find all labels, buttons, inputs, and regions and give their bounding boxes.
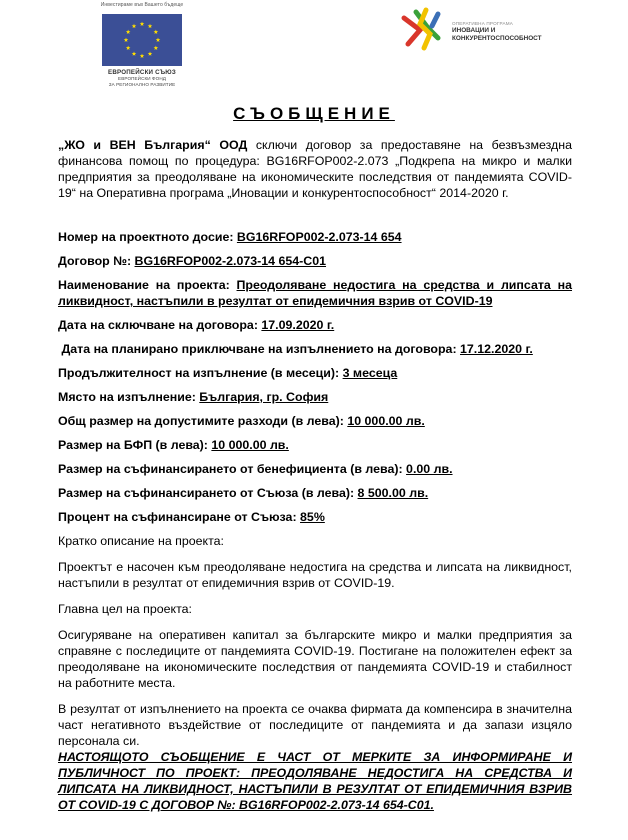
field-value: 17.12.2020 г. <box>460 342 533 356</box>
intro-paragraph <box>58 137 572 201</box>
field-value: 8 500.00 лв. <box>357 486 429 500</box>
field-value: 85% <box>300 510 325 524</box>
field-eu-cofin <box>58 485 572 501</box>
field-project-name <box>58 277 572 309</box>
short-desc: Проектът е насочен към преодоляване недостига на средства и липсата на ликвидност, настъпили в резултат от епидемичния взрив от COVID-19. <box>58 560 572 590</box>
field-location <box>58 389 572 405</box>
intro-text: сключи договор за предоставяне на безвъзмездна финансова помощ по процедура: BG16RFOP002-2.073 „Подкрепа на микро и малки предприятия за преодоляване на икономическите последствия от пандемията COVID-19“ на Оперативна програма „Иновации и конкурентоспособност“ 2014-2020 г. <box>58 138 572 200</box>
field-label: Процент на съфинансиране от Съюза: <box>58 510 301 524</box>
field-label: Дата на сключване на договора: <box>58 318 262 332</box>
document-body <box>58 137 572 813</box>
field-label: Номер на проектното досие: <box>58 230 237 244</box>
field-sign-date <box>58 317 572 333</box>
page-title: СЪОБЩЕНИЕ <box>233 104 395 123</box>
field-label: Размер на БФП (в лева): <box>58 438 212 452</box>
main-goal: Осигуряване на оперативен капитал за българските микро и малки предприятия за справяне с последиците от пандемията COVID-19. Постигане на положителен ефект за преодоляване на икономическите последствия от пандемията COVID-19 и стабилност на работните места. <box>58 628 572 690</box>
field-label: Място на изпълнение: <box>58 390 200 404</box>
eu-flag-icon <box>102 14 182 66</box>
field-value: BG16RFOP002-2.073-14 654-C01 <box>134 254 327 268</box>
field-label: Наименование на проекта: <box>58 278 237 292</box>
field-end-date <box>58 341 572 357</box>
closing-statement: НАСТОЯЩОТО СЪОБЩЕНИЕ Е ЧАСТ ОТ МЕРКИТЕ ЗА ИНФОРМИРАНЕ И ПУБЛИЧНОСТ ПО ПРОЕКТ: ПРЕОДОЛЯВАНЕ НЕДОСТИГА НА СРЕДСТВА И ЛИПСАТА НА ЛИКВИДНОСТ, НАСТЪПИЛИ В РЕЗУЛТАТ ОТ ЕПИДЕМИЧНИЯ ВЗРИВ ОТ COVID-19 С ДОГОВОР №: BG16RFOP002-2.073-14 654-C01. <box>58 750 572 812</box>
field-label: Продължителност на изпълнение (в месеци): <box>58 366 343 380</box>
op-program-name <box>452 27 542 43</box>
field-contract <box>58 253 572 269</box>
field-label: Размер на съфинансирането от бенефициента (в лева): <box>58 462 407 476</box>
field-eu-percent <box>58 509 572 525</box>
field-value: България, гр. София <box>199 390 329 404</box>
field-label: Общ размер на допустимите разходи (в лева): <box>58 414 348 428</box>
field-grant <box>58 437 572 453</box>
op-logo-mark-icon <box>398 4 448 54</box>
eu-slogan: Инвестираме във Вашето бъдеще <box>100 2 184 8</box>
op-program-label: ОПЕРАТИВНА ПРОГРАМА <box>452 21 514 26</box>
eu-name: ЕВРОПЕЙСКИ СЪЮЗ <box>108 69 176 76</box>
field-label: Размер на съфинансирането от Съюза (в лева): <box>58 486 358 500</box>
op-name-line2: КОНКУРЕНТОСПОСОБНОСТ <box>452 35 542 42</box>
short-desc-heading: Кратко описание на проекта: <box>58 534 224 548</box>
field-label: Дата на планирано приключване на изпълнението на договора: <box>58 342 461 356</box>
field-value: 17.09.2020 г. <box>261 318 335 332</box>
field-dossier <box>58 229 572 245</box>
field-value: 10 000.00 лв. <box>211 438 289 452</box>
field-beneficiary-cofin <box>58 461 572 477</box>
main-goal-heading: Главна цел на проекта: <box>58 602 192 616</box>
op-name-line1: ИНОВАЦИИ И <box>452 27 496 34</box>
eu-logo <box>92 0 192 87</box>
result-paragraph: В резултат от изпълнението на проекта се очаква фирмата да компенсира в значителна част негативното въздействие от последиците от пандемията и да запази изцяло персонала си. <box>58 702 572 748</box>
field-value: 0.00 лв. <box>406 462 453 476</box>
op-logo <box>398 4 568 56</box>
eu-fund-line1: ЕВРОПЕЙСКИ ФОНД <box>118 76 166 81</box>
field-value: Преодоляване недостига на средства и липсата на ликвидност, настъпили в резултат от епидемичния взрив от COVID-19 <box>58 278 572 308</box>
field-total-costs <box>58 413 572 429</box>
eu-fund-line2: ЗА РЕГИОНАЛНО РАЗВИТИЕ <box>108 81 176 87</box>
field-duration <box>58 365 572 381</box>
field-label: Договор №: <box>58 254 135 268</box>
field-value: 10 000.00 лв. <box>347 414 425 428</box>
company-name: „ЖО и ВЕН България“ ООД <box>58 138 248 152</box>
field-value: BG16RFOP002-2.073-14 654 <box>236 230 402 244</box>
field-value: 3 месеца <box>342 366 398 380</box>
